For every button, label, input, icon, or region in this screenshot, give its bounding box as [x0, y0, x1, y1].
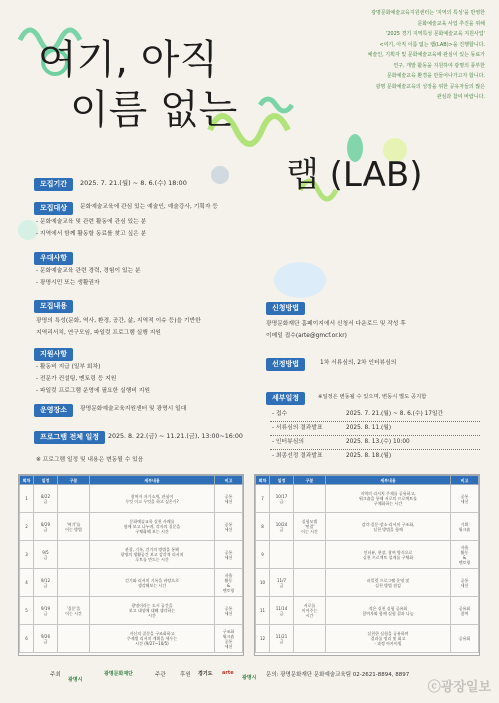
table-header: 비고	[215, 476, 243, 485]
table-cell-e: 공통 세션	[451, 485, 479, 513]
table-cell-c: 파일럿 프로그램 운영 및 실천 방법 점검	[326, 569, 451, 597]
table-cell-g: '질문'을 이는 시간	[58, 597, 90, 625]
table-cell-n: 9	[256, 541, 270, 569]
table-row	[256, 569, 479, 597]
title-line-1: 여기, 아직	[38, 37, 218, 83]
table-cell-g	[294, 541, 326, 569]
foundation-logo: 광명문화재단	[104, 671, 133, 677]
table-cell-e: 공통 세션	[215, 513, 243, 541]
table-cell-g	[294, 485, 326, 513]
intro-text: 광명문화예술교육지원센터는 '지역의 특성'을 반영한 문화예술교육 사업 추진을 위해 '2025 경기 지역특성 문화예술교육 지원사업' <여기, 아직 이름 없는 랩(LAB)>을 진행합니다. 예술인, 기획자 및 문화예술교육에 관심이 있는 동료가 연구, 개발 활동을 지원하여 광명의 풍부한 문화예술교육 환경을 만들어나가고자 합니다. 광명 문화예술교육의 성장을 위한 공유자들의 많은 관심과 참여 바랍니다.	[367, 10, 485, 100]
table-cell-g: 실험모델 '연결' 이는 시간	[294, 513, 326, 541]
table-cell-d: 9/26 금	[34, 625, 58, 653]
table-cell-n: 5	[20, 597, 34, 625]
table-cell-d	[270, 541, 294, 569]
table-row	[20, 625, 243, 653]
table-cell-g	[58, 485, 90, 513]
table-cell-g: 서로를 이어주는 시간	[294, 597, 326, 625]
table-cell-d: 10/17 금	[270, 485, 294, 513]
table-cell-n: 8	[256, 513, 270, 541]
schedule-table-left	[18, 474, 244, 656]
title-line-3: 랩 (LAB)	[286, 155, 423, 195]
sched2-row-2-key: - 서류심의 결과발표	[272, 425, 323, 431]
table-cell-c: 지역의 리서치 주제를 공유하고, 워크숍을 통해 서로의 프로젝트를 구체화하는 시간	[326, 485, 451, 513]
table-row	[256, 597, 479, 625]
sched2-row-1-key: - 접수	[272, 411, 288, 417]
apply-line-2: 이메일 접수(arte@gmcf.or.kr)	[266, 333, 347, 339]
table-cell-c: 광명이라는 도시 공간을 보고 대상에 대해 생각하는 시간	[90, 597, 215, 625]
table-cell-c: 실천한 실험을 공유하며 결과물 정리 및 회고 - 과정 아카이빙	[326, 625, 451, 653]
title-line-2: 이름 없는	[70, 87, 238, 133]
table-cell-d: 8/22 금	[34, 485, 58, 513]
table-cell-d: 9/19 금	[34, 597, 58, 625]
select-label: 선정방법	[266, 358, 305, 371]
sched2-row-2-val: 2025. 8. 11.(월)	[346, 425, 392, 431]
schedule-table-right	[254, 474, 480, 656]
table-cell-n: 7	[256, 485, 270, 513]
table-row	[256, 513, 479, 541]
apply-line-1: 광명문화재단 홈페이지에서 신청서 다운로드 및 작성 후	[266, 321, 406, 327]
table-cell-e: 공통 세션	[215, 485, 243, 513]
table-header: 세부내용	[326, 476, 451, 485]
table-cell-n: 10	[256, 569, 270, 597]
sched2-note: ※일정은 변동될 수 있으며, 변동시 별도 공지함	[318, 394, 427, 400]
footer-support-label: 후원	[180, 672, 191, 678]
arte-logo: arte	[222, 670, 234, 676]
select-text: 1차 서류심의, 2차 인터뷰심의	[320, 360, 397, 366]
table-cell-c: 감각·질문·장소·리서치 구조화, 실천 방법을 함께	[326, 513, 451, 541]
table-cell-n: 12	[256, 625, 270, 653]
table-header: 회차	[20, 476, 34, 485]
decor-blob	[274, 262, 326, 298]
table-row	[20, 513, 243, 541]
content-line-1: 광명의 특성(문화, 역사, 환경, 공간, 삶, 지역적 이슈 등)을 기반한	[36, 318, 201, 324]
target-item-2: - 지역에서 함께 활동할 동료를 찾고 싶은 분	[36, 231, 147, 237]
table-row	[20, 569, 243, 597]
table-cell-c: 작은 실천 실험 공유회 참여자와 함께 실험 결과 나눔	[326, 597, 451, 625]
schedule-text: 2025. 8. 22.(금) ~ 11.21.(금), 13:00~16:00	[108, 433, 243, 440]
venue-label: 운영장소	[34, 404, 73, 417]
table-cell-e: 공통 세션	[215, 541, 243, 569]
table-row	[20, 541, 243, 569]
table-cell-n: 11	[256, 597, 270, 625]
table-cell-e: 기획 워크숍	[451, 513, 479, 541]
support-label: 지원사항	[34, 348, 73, 361]
table-header: 회차	[256, 476, 270, 485]
table-cell-c: 참여자 자기소개, 관심이 무엇 이고 무엇을 하고 싶은가?	[90, 485, 215, 513]
divider	[270, 421, 480, 422]
target-text: 문화예술교육에 관심 있는 예술인, 예술강사, 기획자 등	[80, 204, 218, 210]
table-row	[256, 541, 479, 569]
support-item-3: - 파일럿 프로그램 운영에 필요한 실행비 지원	[36, 388, 150, 394]
table-cell-e: 자율 활동 & 멘토링	[215, 569, 243, 597]
table-header: 일정	[34, 476, 58, 485]
table-cell-c: 걷기와 리서치 기록을 바탕으로 생각해보는 시간	[90, 569, 215, 597]
table-cell-c: 인터뷰, 현장, 참여 방식으로 실천 프로젝트 설계를 구체화	[326, 541, 451, 569]
sched2-row-3-key: - 인터뷰심의	[272, 439, 304, 445]
period-text: 2025. 7. 21.(월) ~ 8. 6.(수) 18:00	[80, 179, 187, 187]
table-header: 일정	[270, 476, 294, 485]
divider	[270, 435, 480, 436]
table-cell-n: 3	[20, 541, 34, 569]
sched2-row-4-val: 2025. 8. 18.(월)	[346, 453, 392, 459]
table-cell-n: 4	[20, 569, 34, 597]
table-cell-g	[294, 625, 326, 653]
table-header: 비고	[451, 476, 479, 485]
gyeonggi-logo: 경기도	[198, 671, 213, 677]
sched2-row-3-val: 2025. 8. 13.(수) 10:00	[346, 439, 410, 445]
target-item-1: - 문화예술교육 및 관련 활동에 관심 있는 분	[36, 219, 147, 225]
table-cell-c: 자신의 질문을 구조화하고 주제별 리서치 계획을 세우는 시간 (9/27~10/5)	[90, 625, 215, 653]
table-cell-g	[294, 569, 326, 597]
table-cell-d: 8/29 금	[34, 513, 58, 541]
support-item-2: - 전문가 컨설팅, 멘토링 등 지원	[36, 376, 117, 382]
table-cell-d: 9/5 금	[34, 541, 58, 569]
table-header: 구분	[58, 476, 90, 485]
table-cell-e: 공유회	[451, 625, 479, 653]
table-cell-d: 11/14 금	[270, 597, 294, 625]
period-label: 모집기간	[34, 178, 73, 191]
table-cell-n: 6	[20, 625, 34, 653]
table-cell-d: 11/7 금	[270, 569, 294, 597]
content-label: 모집내용	[34, 300, 73, 313]
decor-circle-1	[18, 220, 38, 240]
support-item-1: - 활동비 지급 (일부 회차)	[36, 364, 101, 370]
table-row	[20, 485, 243, 513]
table-row	[20, 597, 243, 625]
table-cell-g	[58, 569, 90, 597]
divider	[270, 449, 480, 450]
table-cell-n: 2	[20, 513, 34, 541]
pref-label: 우대사항	[34, 252, 73, 265]
apply-label: 신청방법	[266, 302, 305, 315]
table-cell-e: 공통 세션	[451, 569, 479, 597]
pref-item-1: - 문화예술교육 관련 경력, 경험이 있는 분	[36, 268, 141, 274]
table-row	[256, 485, 479, 513]
table-cell-g: '여기'를 이는 방법	[58, 513, 90, 541]
target-label: 모집대상	[34, 202, 73, 215]
city-logo: 광명시	[68, 677, 83, 683]
schedule-label: 프로그램 전체 일정	[34, 431, 105, 444]
table-cell-c: 관찰, 기록, 걷기의 방법을 통해 광명의 생활공간 보고 감각적 리서치 루트를 만드는 시간	[90, 541, 215, 569]
pref-item-2: - 광명시민 또는 생활권자	[36, 280, 100, 286]
table-cell-d: 10/24 금	[270, 513, 294, 541]
sched2-label: 세부일정	[266, 392, 305, 405]
table-cell-n: 1	[20, 485, 34, 513]
footer-organizer-label: 주관	[155, 672, 166, 678]
gwangmyeong-logo: 광명시	[242, 675, 257, 681]
table-cell-e: 공통 세션	[215, 597, 243, 625]
content-line-2: 지역리서치, 연구모임, 파일럿 프로그램 실행 지원	[36, 330, 161, 336]
footer-host-label: 주최	[50, 672, 61, 678]
table-cell-g	[58, 541, 90, 569]
table-cell-d: 11/21 금	[270, 625, 294, 653]
table-cell-g	[58, 625, 90, 653]
table-cell-d: 9/12 금	[34, 569, 58, 597]
contact-text: 문의: 광명문화재단 문화예술교육팀 02-2621-8894, 8897	[266, 672, 410, 678]
table-header: 세부내용	[90, 476, 215, 485]
sched2-row-1-val: 2025. 7. 21.(월) ~ 8. 6.(수) 17일간	[346, 411, 444, 417]
venue-text: 광명문화예술교육지원센터 및 광명시 일대	[80, 406, 187, 412]
watermark: ⓒ광장일보	[427, 680, 491, 695]
table-cell-c: 문화예술교육 실천 사례를 함께 보고 나누며, 각자의 질문을 구체화해 보는 시간	[90, 513, 215, 541]
table-header: 구분	[294, 476, 326, 485]
sched2-row-4-key: - 최종선정 결과발표	[272, 453, 323, 459]
table-row	[256, 625, 479, 653]
table-cell-e: 공유회 참여	[451, 597, 479, 625]
table-cell-e: 자율 활동 & 멘토링	[451, 541, 479, 569]
schedule-note: ※ 프로그램 일정 및 내용은 변동될 수 있음	[36, 457, 144, 463]
table-cell-e: 구조화 워크숍 공통 세션	[215, 625, 243, 653]
